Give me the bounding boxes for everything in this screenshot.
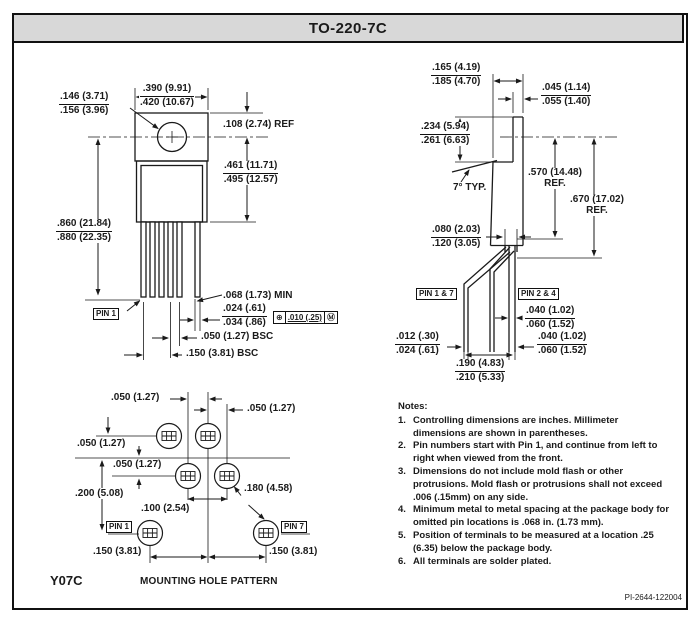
dim-side-ref-length-2 [569,195,625,216]
note-text: All terminals are solder plated. [413,555,552,567]
dim-suffix: REF. [586,204,608,216]
note-text: Position of terminals to be measured at a location .25 (6.35) below the package body. [413,529,654,554]
dim-suffix: REF. [544,177,566,189]
dim-min: .080 (2.03) [431,225,481,238]
pin17-callout: PIN 1 & 7 [416,288,457,300]
dim-front-hole-offset: .108 (2.74) REF [223,119,295,130]
dim-min: .040 (1.02) [537,332,587,345]
position-symbol-icon: ⊕ [276,313,283,322]
dim-side-lead-width-24-lower [536,332,588,356]
notes-section [398,401,670,568]
dim-min: .146 (3.71) [59,92,109,105]
dim-min: .190 (4.83) [455,359,505,372]
dim-max: .495 (12.57) [223,173,278,185]
dim-min: .040 (1.02) [525,306,575,319]
dim-front-tab-width [139,84,195,108]
dim-min: .045 (1.14) [541,83,591,96]
notes-heading: Notes: [398,401,428,412]
dim-max: .024 (.61) [396,344,439,356]
dim-min: .461 (11.71) [223,161,278,174]
pin24-callout: PIN 2 & 4 [518,288,559,300]
dim-mount-diagonal-span: .180 (4.58) [244,483,293,494]
dim-side-tab-height [419,122,471,146]
note-number: 4. [398,504,406,516]
dim-min: .012 (.30) [395,332,440,345]
mount-pin7-callout: PIN 7 [281,521,307,533]
note-number: 6. [398,555,406,567]
dim-front-lead-width [221,304,268,328]
dim-mount-col-offset-left: .050 (1.27) [111,392,160,403]
dim-front-overall-height [55,219,113,243]
dim-side-lead-thickness-17 [394,332,441,356]
dim-front-hole-dia [58,92,110,116]
note-text: Dimensions do not include mold flash or other protrusions. Mold flash or protrusions shall not exceed .006 (.15mm) on any side. [413,465,663,503]
dim-side-shoulder [430,225,482,249]
package-title: TO-220-7C [12,13,684,43]
dim-side-row-spacing [454,359,506,383]
dim-max: .055 (1.40) [542,95,591,107]
pin1-callout: PIN 1 [93,308,119,320]
dim-max: .060 (1.52) [526,318,575,330]
dim-value: .570 (14.48) [528,167,582,178]
dim-side-draft-angle: 7° TYP. [453,182,487,193]
mounting-pattern-linework [75,392,310,563]
dim-mount-half-span-right: .150 (3.81) [269,546,318,557]
dim-front-body-height [222,161,279,185]
tolerance-value: .010 (.25) [285,312,324,323]
dim-mount-row-offset-upper: .050 (1.27) [77,438,126,449]
note-number: 1. [398,414,406,426]
dim-side-lead-width-24-upper [524,306,576,330]
package-code: Y07C [50,573,83,588]
dim-front-group-pitch: .150 (3.81) BSC [186,348,259,359]
note-text: Pin numbers start with Pin 1, and continue from left to right when viewed from the front. [413,440,658,465]
dim-mount-col-offset-right: .050 (1.27) [247,403,296,414]
dim-min: .860 (21.84) [56,219,112,232]
dim-mount-row-offset-lower: .050 (1.27) [113,459,162,470]
dim-front-lead-pitch: .050 (1.27) BSC [201,331,274,342]
dim-front-omitted-gap: .068 (1.73) MIN [223,290,293,301]
note-item [398,415,670,441]
mmc-symbol-icon: Ⓜ [324,312,337,323]
dim-max: .156 (3.96) [60,104,109,116]
dim-min: .234 (5.94) [420,122,470,135]
note-number: 2. [398,440,406,452]
note-item [398,556,670,569]
dim-mount-col-span: .100 (2.54) [141,503,190,514]
dim-max: .420 (10.67) [140,96,194,108]
dim-mount-half-span-left: .150 (3.81) [93,546,142,557]
dim-side-ref-length-1 [527,168,583,189]
dim-max: .120 (3.05) [432,237,481,249]
note-item [398,466,670,504]
dim-max: .210 (5.33) [456,371,505,383]
true-position-tolerance-frame [273,311,338,324]
note-item [398,504,670,530]
note-item [398,440,670,466]
note-text: Controlling dimensions are inches. Millimeter dimensions are shown in parentheses. [413,414,619,439]
dim-max: .034 (.86) [223,316,266,328]
mount-pin1-callout: PIN 1 [106,521,132,533]
dim-value: .670 (17.02) [570,194,624,205]
dim-max: .060 (1.52) [538,344,587,356]
note-item [398,530,670,556]
dim-min: .165 (4.19) [431,63,481,76]
dim-max: .185 (4.70) [432,75,481,87]
note-text: Minimum metal to metal spacing at the package body for omitted pin locations is .068 in. (1.73 mm). [413,504,670,529]
dim-min: .024 (.61) [222,304,267,317]
dim-max: .880 (22.35) [57,231,111,243]
mounting-pattern-caption: MOUNTING HOLE PATTERN [140,576,278,587]
note-number: 5. [398,529,406,541]
dim-side-tab-thickness [540,83,592,107]
note-number: 3. [398,465,406,477]
dim-mount-row-span: .200 (5.08) [75,488,124,499]
dim-max: .261 (6.63) [421,134,470,146]
dim-min: .390 (9.91) [140,84,194,97]
document-number: PI-2644-122004 [624,593,682,602]
dim-side-body-thickness [430,63,482,87]
